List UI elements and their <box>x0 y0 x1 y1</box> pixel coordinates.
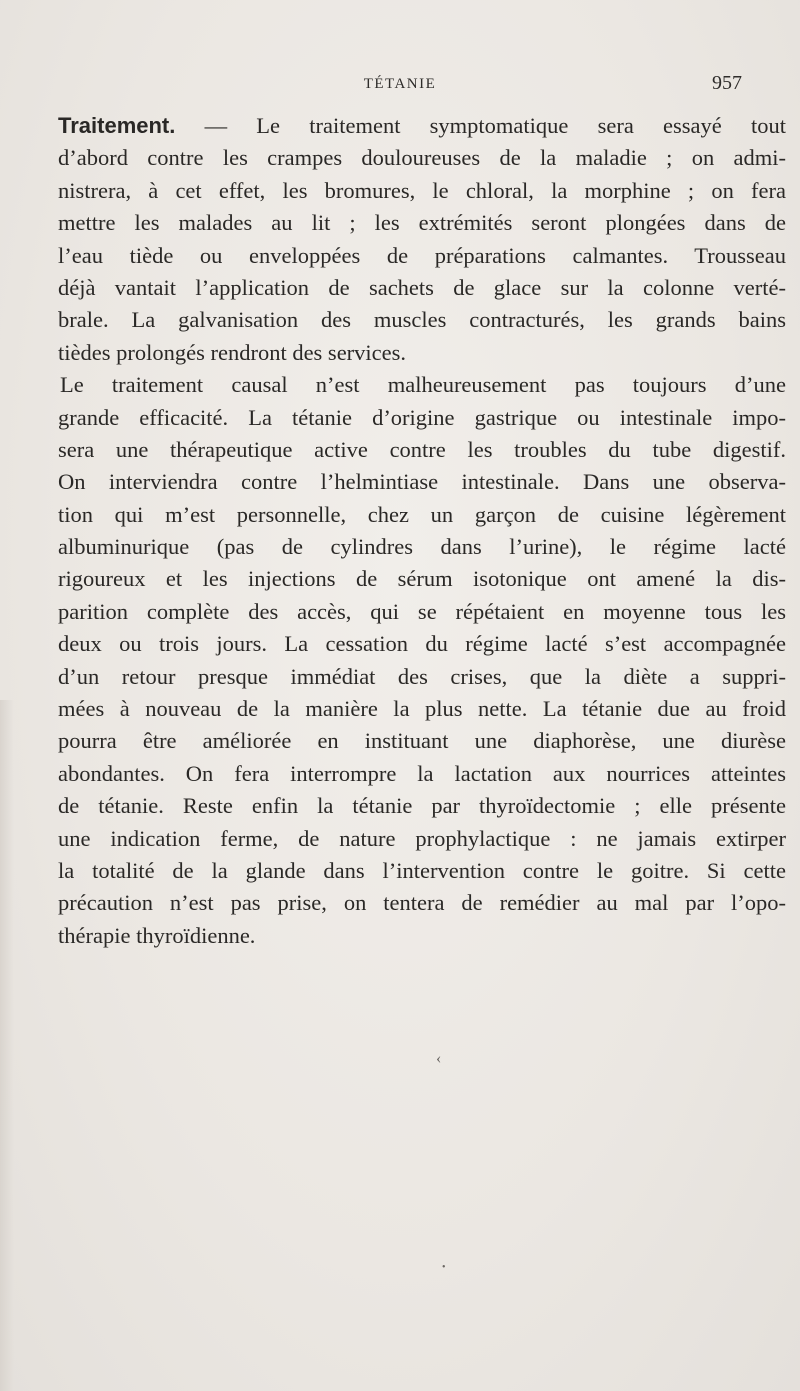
ink-speck: • <box>442 1262 446 1273</box>
treatment-section <box>58 110 786 952</box>
ink-speck: ‹ <box>436 1050 442 1067</box>
running-title: TÉTANIE <box>363 76 437 92</box>
text-line: nistrera, à cet effet, les bromures, le chloral, la morphine ; on fera <box>58 177 786 203</box>
text-line: mées à nouveau de la manière la plus nette. La tétanie due au froid <box>58 696 786 722</box>
text-line: mettre les malades au lit ; les extrémités seront plongées dans de <box>58 210 786 236</box>
text-line: la totalité de la glande dans l’intervention contre le goitre. Si cette <box>58 857 786 883</box>
text-line: de tétanie. Reste enfin la tétanie par thyroïdectomie ; elle présente <box>58 793 786 819</box>
text-line: grande efficacité. La tétanie d’origine gastrique ou intestinale impo- <box>58 404 786 430</box>
text-line: d’un retour presque immédiat des crises, que la diète a suppri- <box>58 663 786 689</box>
text-line: Le traitement causal n’est malheureusement pas toujours d’une <box>60 372 786 398</box>
section-heading: Traitement. <box>58 113 176 138</box>
text-line: une indication ferme, de nature prophylactique : ne jamais extirper <box>58 825 786 851</box>
text-line: d’abord contre les crampes douloureuses de la maladie ; on admi- <box>58 145 786 171</box>
text-line: précaution n’est pas prise, on tentera de remédier au mal par l’opo- <box>58 890 786 916</box>
text-line: brale. La galvanisation des muscles contracturés, les grands bains <box>58 307 786 333</box>
text-line: tièdes prolongés rendront des services. <box>58 339 407 365</box>
text-line: l’eau tiède ou enveloppées de préparations calmantes. Trousseau <box>58 242 786 268</box>
text-line: tion qui m’est personnelle, chez un garçon de cuisine légèrement <box>58 501 786 527</box>
text-line: rigoureux et les injections de sérum isotonique ont amené la dis- <box>58 566 786 592</box>
text-line: parition complète des accès, qui se répétaient en moyenne tous les <box>58 598 786 624</box>
text-line: albuminurique (pas de cylindres dans l’urine), le régime lacté <box>58 534 786 560</box>
page-number: 957 <box>712 72 742 94</box>
page-gutter-shadow <box>0 700 14 1391</box>
text-line: thérapie thyroïdienne. <box>58 922 256 948</box>
text-line: déjà vantait l’application de sachets de glace sur la colonne verté- <box>58 274 786 300</box>
text-line: pourra être améliorée en instituant une diaphorèse, une diurèse <box>58 728 786 754</box>
text-line: deux ou trois jours. La cessation du régime lacté s’est accompagnée <box>58 631 786 657</box>
text-line: sera une thérapeutique active contre les troubles du tube digestif. <box>58 436 786 462</box>
text-line: Traitement. — Le traitement symptomatique sera essayé tout <box>58 113 787 138</box>
page-header <box>0 72 800 100</box>
text-line: On interviendra contre l’helmintiase intestinale. Dans une observa- <box>58 469 786 495</box>
text-line: abondantes. On fera interrompre la lactation aux nourrices atteintes <box>58 760 786 786</box>
